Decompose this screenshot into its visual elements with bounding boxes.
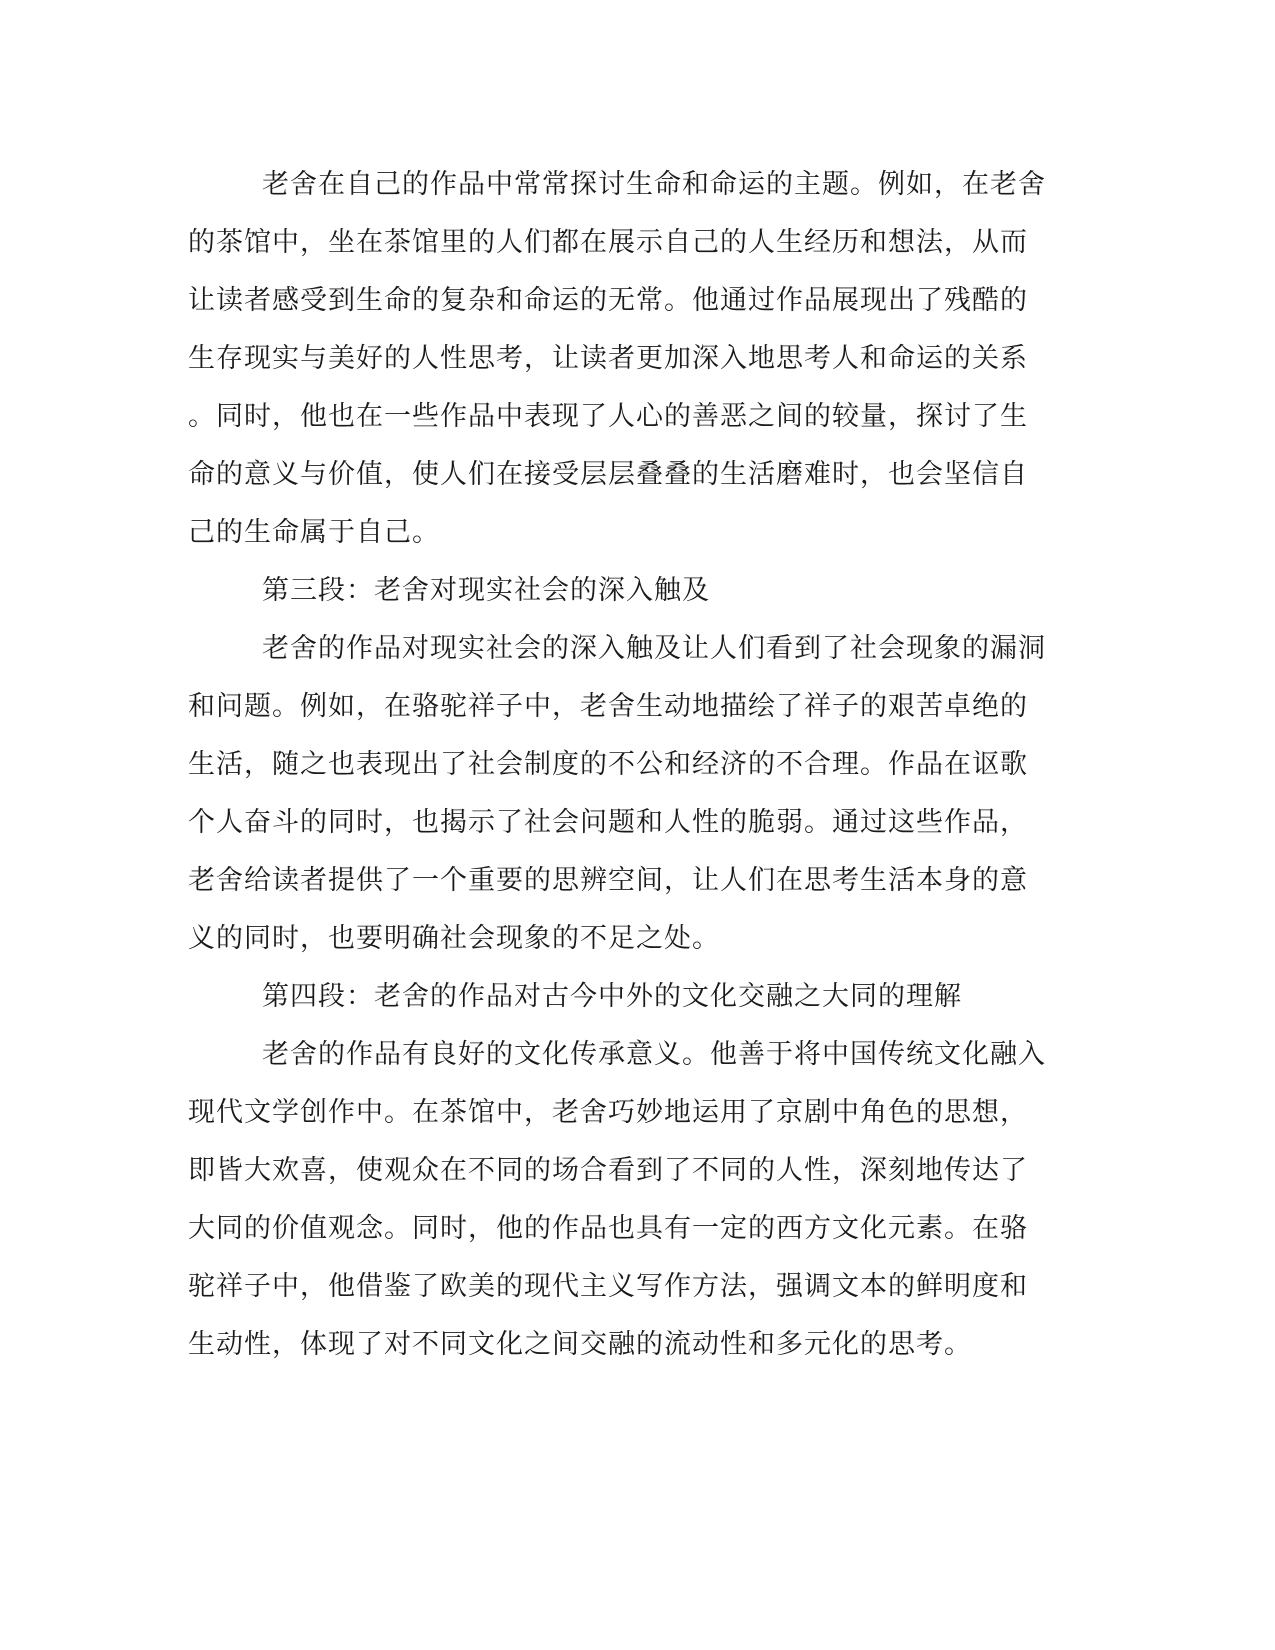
paragraph-3-line-5: 驼祥子中，他借鉴了欧美的现代主义写作方法，强调文本的鲜明度和 bbox=[188, 1271, 1028, 1302]
paragraph-3-line-3: 即皆大欢喜，使观众在不同的场合看到了不同的人性，深刻地传达了 bbox=[188, 1155, 1028, 1186]
section-heading-4: 第四段：老舍的作品对古今中外的文化交融之大同的理解 bbox=[262, 981, 962, 1012]
paragraph-3-line-1: 老舍的作品有良好的文化传承意义。他善于将中国传统文化融入 bbox=[262, 1039, 1046, 1070]
paragraph-2-line-1: 老舍的作品对现实社会的深入触及让人们看到了社会现象的漏洞 bbox=[262, 633, 1046, 664]
paragraph-2-line-2: 和问题。例如，在骆驼祥子中，老舍生动地描绘了祥子的艰苦卓绝的 bbox=[188, 691, 1028, 722]
paragraph-1-line-5: 。同时，他也在一些作品中表现了人心的善恶之间的较量，探讨了生 bbox=[188, 401, 1028, 432]
paragraph-1-line-6: 命的意义与价值，使人们在接受层层叠叠的生活磨难时，也会坚信自 bbox=[188, 459, 1028, 490]
paragraph-1-line-7: 己的生命属于自己。 bbox=[188, 517, 440, 548]
paragraph-1-line-3: 让读者感受到生命的复杂和命运的无常。他通过作品展现出了残酷的 bbox=[188, 285, 1028, 316]
paragraph-2-line-4: 个人奋斗的同时，也揭示了社会问题和人性的脆弱。通过这些作品， bbox=[188, 807, 1028, 838]
paragraph-2-line-3: 生活，随之也表现出了社会制度的不公和经济的不合理。作品在讴歌 bbox=[188, 749, 1028, 780]
paragraph-1-line-4: 生存现实与美好的人性思考，让读者更加深入地思考人和命运的关系 bbox=[188, 343, 1028, 374]
paragraph-3-line-4: 大同的价值观念。同时，他的作品也具有一定的西方文化元素。在骆 bbox=[188, 1213, 1028, 1244]
paragraph-1-line-2: 的茶馆中，坐在茶馆里的人们都在展示自己的人生经历和想法，从而 bbox=[188, 227, 1028, 258]
section-heading-3: 第三段：老舍对现实社会的深入触及 bbox=[262, 575, 710, 606]
paragraph-2-line-6: 义的同时，也要明确社会现象的不足之处。 bbox=[188, 923, 720, 954]
paragraph-3-line-2: 现代文学创作中。在茶馆中，老舍巧妙地运用了京剧中角色的思想， bbox=[188, 1097, 1028, 1128]
paragraph-2-line-5: 老舍给读者提供了一个重要的思辨空间，让人们在思考生活本身的意 bbox=[188, 865, 1028, 896]
paragraph-1-line-1: 老舍在自己的作品中常常探讨生命和命运的主题。例如，在老舍 bbox=[262, 169, 1046, 200]
paragraph-3-line-6: 生动性，体现了对不同文化之间交融的流动性和多元化的思考。 bbox=[188, 1329, 972, 1360]
